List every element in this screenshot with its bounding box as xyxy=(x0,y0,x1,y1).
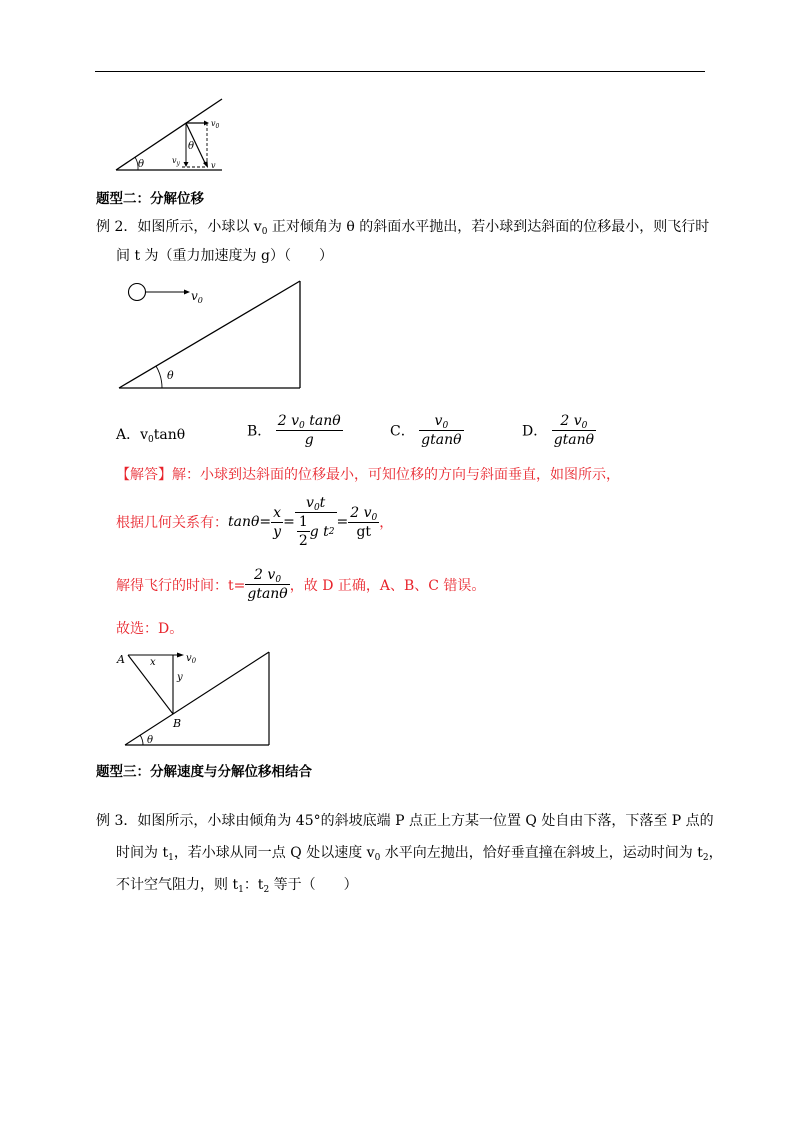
fig1-v: v xyxy=(211,161,216,170)
fig3-A: A xyxy=(117,653,125,666)
fig3-y: y xyxy=(177,672,183,683)
example3-line2: 时间为 $t_1$，若小球从同一点 Q 处以速度 $v_0$ 水平向左抛出，恰好垂直撞在斜坡上，运动时间为 $t_2$， xyxy=(116,845,723,863)
answer-intro: 【解答】解：小球到达斜面的位移最小，可知位移的方向与斜面垂直，如图所示， xyxy=(116,467,620,483)
fig1-v0: $v_0$ xyxy=(211,119,220,130)
fig1-theta-small: θ xyxy=(188,141,195,152)
fig3-v0: $v_0$ xyxy=(186,653,197,665)
choose-answer: 故选：D。 xyxy=(116,621,184,637)
velocity-decomposition-figure xyxy=(110,96,230,176)
solve-time: 解得飞行的时间：t= $\frac{2 v_0}{gtan\theta}$ ，故 D 正确，A、B、C 错误。 xyxy=(116,567,486,602)
fig3-B: B xyxy=(173,717,182,730)
fig1-theta-big: θ xyxy=(138,159,145,170)
example3-line1: 例 3．如图所示，小球由倾角为 45°的斜坡底端 P 点正上方某一位置 Q 处自由下落，下落至 P 点的 xyxy=(96,813,714,829)
example2-line2: 间 t 为（重力加速度为 g）（ ） xyxy=(116,248,333,264)
fig1-vy: $v_y$ xyxy=(172,156,180,167)
fig2-theta: θ xyxy=(167,369,174,382)
header-rule xyxy=(95,71,705,72)
example3-line3: 不计空气阻力，则 $t_1$：$t_2$ 等于（ ） xyxy=(116,877,358,895)
section3-title: 题型三：分解速度与分解位移相结合 xyxy=(96,764,312,780)
option-d[interactable]: D． $\frac{2 v_0}{gtan\theta}$ xyxy=(522,413,595,448)
displacement-decomposition-figure xyxy=(114,646,274,748)
option-b[interactable]: B． $\frac{2 v_0 \tan\theta}{g}$ xyxy=(247,413,341,448)
option-a[interactable]: A．$v_0\tan\theta$ xyxy=(116,427,186,445)
fig3-x: x xyxy=(150,657,156,668)
example2-line1: 例 2．如图所示，小球以 $v_0$ 正对倾角为 θ 的斜面水平抛出，若小球到达斜面的位移最小，则飞行时 xyxy=(96,219,710,237)
option-c[interactable]: C． $\frac{v_0}{gtan\theta}$ xyxy=(390,413,462,448)
thrown-ball-incline-figure xyxy=(114,276,310,392)
section2-title: 题型二：分解位移 xyxy=(96,191,204,207)
fig2-v0: $v_0$ xyxy=(191,289,203,305)
fig3-theta: θ xyxy=(147,735,154,746)
geometry-equation: 根据几何关系有： tanθ = $\frac{x}{y}$ = $v_0t$ $\frac{1}{2}$ g t 2 = $\frac{2 v_0}{gt}$ ， xyxy=(116,495,394,549)
